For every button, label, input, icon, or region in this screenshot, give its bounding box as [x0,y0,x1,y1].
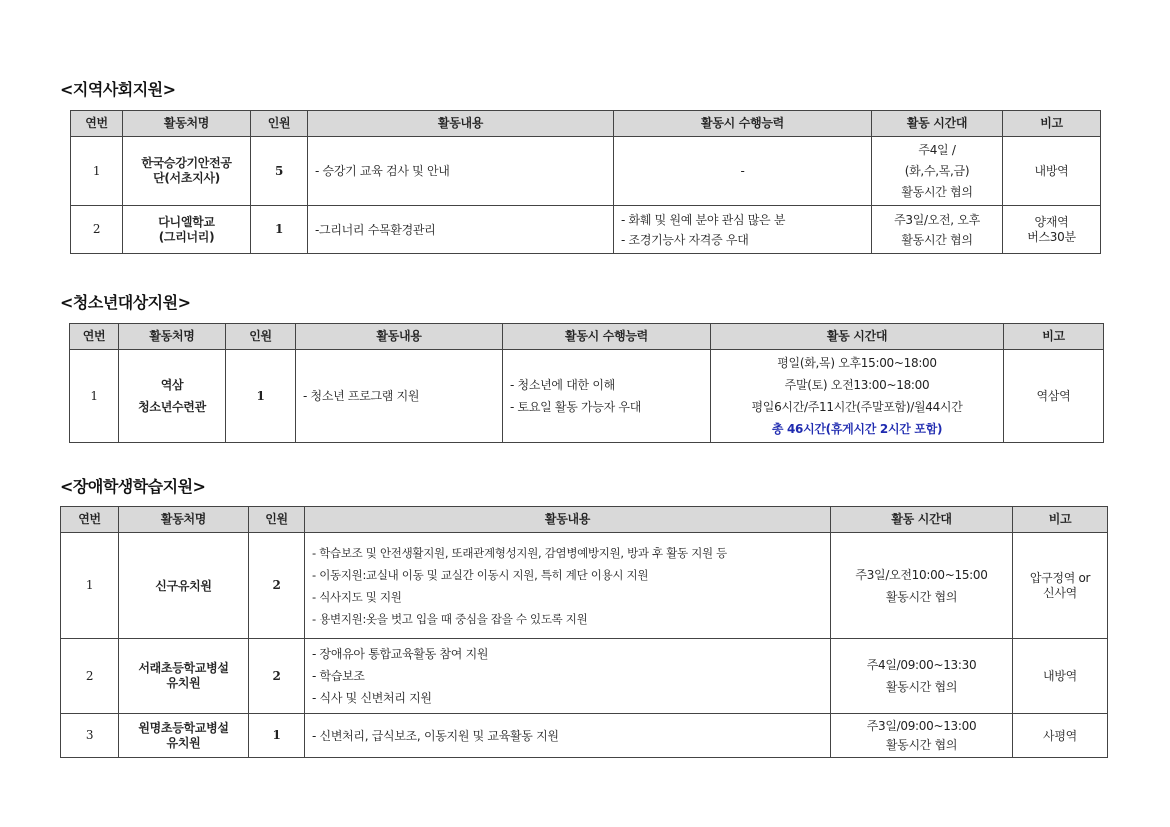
time-line: 주3일/09:00~13:00 [866,718,977,733]
header-ability: 활동시 수행능력 [503,324,711,350]
time-line: (화,수,목,금) [904,163,970,178]
cell-no: 2 [71,206,123,254]
time-line: 평일6시간/주11시간(주말포함)/월44시간 [751,400,963,414]
cell-place [119,639,249,714]
cell-time [831,639,1013,714]
time-line: 평일(화,목) 오후15:00~18:00 [777,356,937,370]
place-line: 유치원 [166,735,201,750]
header-note: 비고 [1003,111,1101,137]
header-note: 비고 [1013,507,1108,533]
cell-content [308,137,614,206]
header-note: 비고 [1004,324,1104,350]
table-header-row [71,111,1101,137]
cell-count: 1 [249,714,305,758]
content-line: - 청소년 프로그램 지원 [303,389,420,403]
place-line: 한국승강기안전공 [141,156,232,170]
section-title-youth-support: <청소년대상지원> [60,293,191,312]
header-ability: 활동시 수행능력 [614,111,872,137]
time-line: 주4일/09:00~13:30 [866,658,977,672]
time-line: 주말(토) 오전13:00~18:00 [784,378,930,392]
note-line: 양재역 [1034,214,1069,229]
header-no: 연번 [70,324,119,350]
cell-note [1013,533,1108,639]
note-line: 버스30분 [1027,229,1076,244]
disabled-student-support-table [60,506,1108,758]
header-time: 활동 시간대 [831,507,1013,533]
note-line: 사평역 [1043,728,1077,743]
ability-line: - 조경기능사 자격증 우대 [621,232,749,247]
ability-line: - 토요일 활동 가능자 우대 [510,400,642,414]
ability-line: - 청소년에 대한 이해 [510,378,615,392]
table-header-row [61,507,1108,533]
cell-note [1003,206,1101,254]
header-time: 활동 시간대 [872,111,1003,137]
content-line: - 용변지원:옷을 벗고 입을 때 중심을 잡을 수 있도록 지원 [312,611,588,626]
community-support-table [70,110,1101,254]
header-no: 연번 [71,111,123,137]
cell-count: 5 [251,137,308,206]
time-line: 주3일/오전10:00~15:00 [855,567,988,582]
cell-note [1003,137,1101,206]
cell-time [711,350,1004,443]
cell-place [119,714,249,758]
note-line: 내방역 [1034,164,1069,178]
cell-note [1013,639,1108,714]
header-time: 활동 시간대 [711,324,1004,350]
cell-count: 1 [251,206,308,254]
section-title-disabled-student-support: <장애학생학습지원> [60,477,206,496]
time-line: 주3일/오전, 오후 [894,212,980,227]
cell-note [1013,714,1108,758]
cell-content [305,533,831,639]
cell-place [119,533,249,639]
place-line: 원명초등학교병설 [138,720,229,735]
header-content: 활동내용 [296,324,503,350]
cell-time [831,533,1013,639]
cell-no: 3 [61,714,119,758]
cell-place [123,137,251,206]
cell-time [872,206,1003,254]
note-line: 내방역 [1043,669,1077,683]
ability-line: - 화훼 및 원예 분야 관심 많은 분 [621,212,786,227]
header-content: 활동내용 [308,111,614,137]
header-place: 활동처명 [123,111,251,137]
header-content: 활동내용 [305,507,831,533]
cell-no: 1 [61,533,119,639]
cell-no: 2 [61,639,119,714]
content-line: - 이동지원:교실내 이동 및 교실간 이동시 지원, 특히 계단 이용시 지원 [312,567,649,582]
time-line: 활동시간 협의 [885,589,958,604]
cell-content [305,714,831,758]
cell-time [831,714,1013,758]
note-line: 신사역 [1043,585,1077,600]
cell-content [296,350,503,443]
place-line: 다니엘학교 [158,214,215,229]
content-line: - 승강기 교육 검사 및 안내 [315,164,450,178]
cell-ability [503,350,711,443]
note-line: 압구정역 or [1029,570,1091,585]
note-line: 역삼역 [1036,389,1071,403]
table-header-row [70,324,1104,350]
cell-no: 1 [70,350,119,443]
cell-no: 1 [71,137,123,206]
time-line: 활동시간 협의 [885,680,958,694]
cell-ability [614,206,872,254]
place-line: 서래초등학교병설 [138,661,229,675]
time-line: 주4일 / [918,142,956,157]
table-row [61,533,1108,639]
cell-place [123,206,251,254]
header-count: 인원 [249,507,305,533]
table-row [71,206,1101,254]
content-line: - 식사 및 신변처리 지원 [312,691,432,705]
place-line: 단(서초지사) [153,171,220,185]
content-line: - 학습보조 [312,669,365,683]
youth-support-table [69,323,1104,443]
content-line: - 신변처리, 급식보조, 이동지원 및 교육활동 지원 [312,728,559,743]
cell-ability [614,137,872,206]
content-line: - 식사지도 및 지원 [312,589,402,604]
total-hours-highlight: 총 46시간(휴게시간 2시간 포함) [771,422,943,436]
header-count: 인원 [226,324,296,350]
content-line: - 학습보조 및 안전생활지원, 또래관계형성지원, 감염병예방지원, 방과 후 활동 지원 등 [312,545,727,560]
section-title-community-support: <지역사회지원> [60,80,176,99]
cell-time [872,137,1003,206]
cell-content [305,639,831,714]
header-place: 활동처명 [119,507,249,533]
cell-place [119,350,226,443]
cell-count: 2 [249,639,305,714]
place-line: 신구유치원 [155,578,212,593]
content-line: - 장애유아 통합교육활동 참여 지원 [312,647,489,661]
table-row [61,714,1108,758]
time-line: 활동시간 협의 [901,232,973,247]
time-line: 활동시간 협의 [901,184,973,199]
header-count: 인원 [251,111,308,137]
ability-line: - [740,164,745,178]
header-place: 활동처명 [119,324,226,350]
table-row [70,350,1104,443]
place-line: (그리너리) [158,229,215,244]
cell-count: 1 [226,350,296,443]
cell-count: 2 [249,533,305,639]
place-line: 청소년수련관 [138,400,206,414]
cell-content [308,206,614,254]
time-line: 활동시간 협의 [885,737,958,752]
header-no: 연번 [61,507,119,533]
place-line: 유치원 [166,676,201,690]
table-row [61,639,1108,714]
content-line: -그리너리 수목환경관리 [315,222,436,237]
table-row [71,137,1101,206]
place-line: 역삼 [160,378,184,392]
cell-note [1004,350,1104,443]
